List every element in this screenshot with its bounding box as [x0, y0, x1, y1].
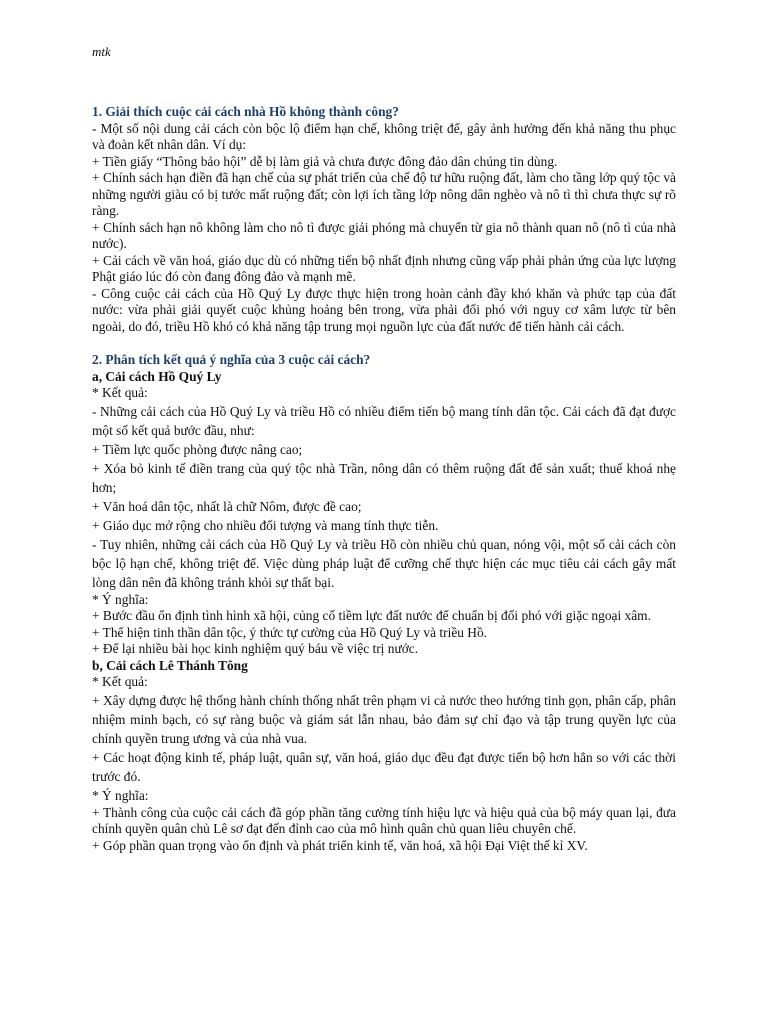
subsection-a-title: a, Cải cách Hồ Quý Ly — [92, 368, 222, 384]
section-1-heading: 1. Giải thích cuộc cải cách nhà Hồ không thành công? — [92, 104, 399, 119]
page-header: mtk — [92, 44, 111, 59]
paragraph: + Cải cách về văn hoá, giáo dục dù có những tiến bộ nhất định nhưng cũng vấp phải phản ứng của lực lượng Phật giáo lúc đó còn đang đông đảo và mạnh mẽ. — [92, 252, 676, 284]
paragraph: - Công cuộc cải cách của Hồ Quý Ly được thực hiện trong hoàn cảnh đầy khó khăn và phức tạp của đất nước: vừa phải giải quyết cuộc khủng hoảng bên trong, vừa phải đối phó với nguy cơ xâm lược từ bên ngoài, do đó, triều Hồ khó có khả năng tập trung mọi nguồn lực của đất nước để tiến hành cải cách. — [92, 285, 676, 334]
paragraph: + Bước đầu ổn định tình hình xã hội, củng cố tiềm lực đất nước để chuẩn bị đối phó với giặc ngoại xâm. — [92, 608, 651, 623]
paragraph: + Chính sách hạn điền đã hạn chế của sự phát triển của chế độ tư hữu ruộng đất, làm cho tầng lớp quý tộc và những người giàu có bị tước mất ruộng đất; còn lợi ích tầng lớp nông dân nghèo và nô tì thì chưa thực sự rõ ràng. — [92, 170, 676, 218]
paragraph: + Xóa bỏ kinh tế điền trang của quý tộc nhà Trần, nông dân có thêm ruộng đất để sản xuất; thuế khoá nhẹ hơn; — [92, 460, 676, 495]
result-label: * Kết quả: — [92, 674, 148, 689]
paragraph: + Xây dựng được hệ thống hành chính thống nhất trên phạm vi cả nước theo hướng tinh gọn, phân cấp, phân nhiệm minh bạch, có sự ràng buộc và giám sát lẫn nhau, bảo đảm sự chỉ đạo và tập trung quyền lực của chính quyền trung ương và của nhà vua. — [92, 692, 676, 746]
section-2-heading: 2. Phân tích kết quả ý nghĩa của 3 cuộc cải cách? — [92, 352, 371, 367]
paragraph: + Tiềm lực quốc phòng được nâng cao; — [92, 441, 303, 457]
paragraph: + Chính sách hạn nô không làm cho nô tì được giải phóng mà chuyển từ gia nô thành quan nô (nô tì của nhà nước). — [92, 219, 676, 251]
meaning-label: * Ý nghĩa: — [92, 787, 149, 803]
meaning-label: * Ý nghĩa: — [92, 591, 149, 607]
paragraph: - Những cải cách của Hồ Quý Ly và triều Hồ có nhiều điểm tiến bộ mang tính dân tộc. Cải cách đã đạt được một số kết quả bước đầu, như: — [92, 403, 676, 438]
paragraph: + Để lại nhiều bài học kinh nghiệm quý báu về việc trị nước. — [92, 641, 419, 656]
paragraph: + Giáo dục mở rộng cho nhiều đối tượng và mang tính thực tiễn. — [92, 517, 439, 533]
paragraph: - Một số nội dung cải cách còn bộc lộ điểm hạn chế, không triệt để, gây ảnh hưởng đến khả năng thu phục và đoàn kết nhân dân. Ví dụ: — [92, 120, 676, 152]
paragraph: + Văn hoá dân tộc, nhất là chữ Nôm, được đề cao; — [92, 498, 362, 514]
document-body — [92, 104, 676, 854]
paragraph: + Các hoạt động kinh tế, pháp luật, quân sự, văn hoá, giáo dục đều đạt được tiến bộ hơn hẳn so với các thời trước đó. — [92, 749, 676, 784]
paragraph: + Góp phần quan trọng vào ổn định và phát triển kinh tế, văn hoá, xã hội Đại Việt thế kỉ XV. — [92, 837, 588, 853]
result-label: * Kết quả: — [92, 385, 148, 400]
paragraph: - Tuy nhiên, những cải cách của Hồ Quý Ly và triều Hồ còn nhiều chủ quan, nóng vội, một số cải cách còn bộc lộ hạn chế, không triệt để. Việc dùng pháp luật để cưỡng chế thực hiện các mục tiêu cải cách gây mất lòng dân nên đã không tránh khỏi sự thất bại. — [92, 536, 676, 590]
paragraph: + Tiền giấy “Thông bảo hội” dễ bị làm giả và chưa được đông đảo dân chúng tin dùng. — [92, 153, 558, 169]
subsection-b-title: b, Cải cách Lê Thánh Tông — [92, 657, 248, 673]
paragraph: + Thể hiện tinh thần dân tộc, ý thức tự cường của Hồ Quý Ly và triều Hồ. — [92, 624, 488, 640]
paragraph: + Thành công của cuộc cải cách đã góp phần tăng cường tính hiệu lực và hiệu quả của bộ máy quan lại, đưa chính quyền quân chủ Lê sơ đạt đến đỉnh cao của mô hình quân chủ quan liêu chuyên chế. — [92, 804, 676, 836]
